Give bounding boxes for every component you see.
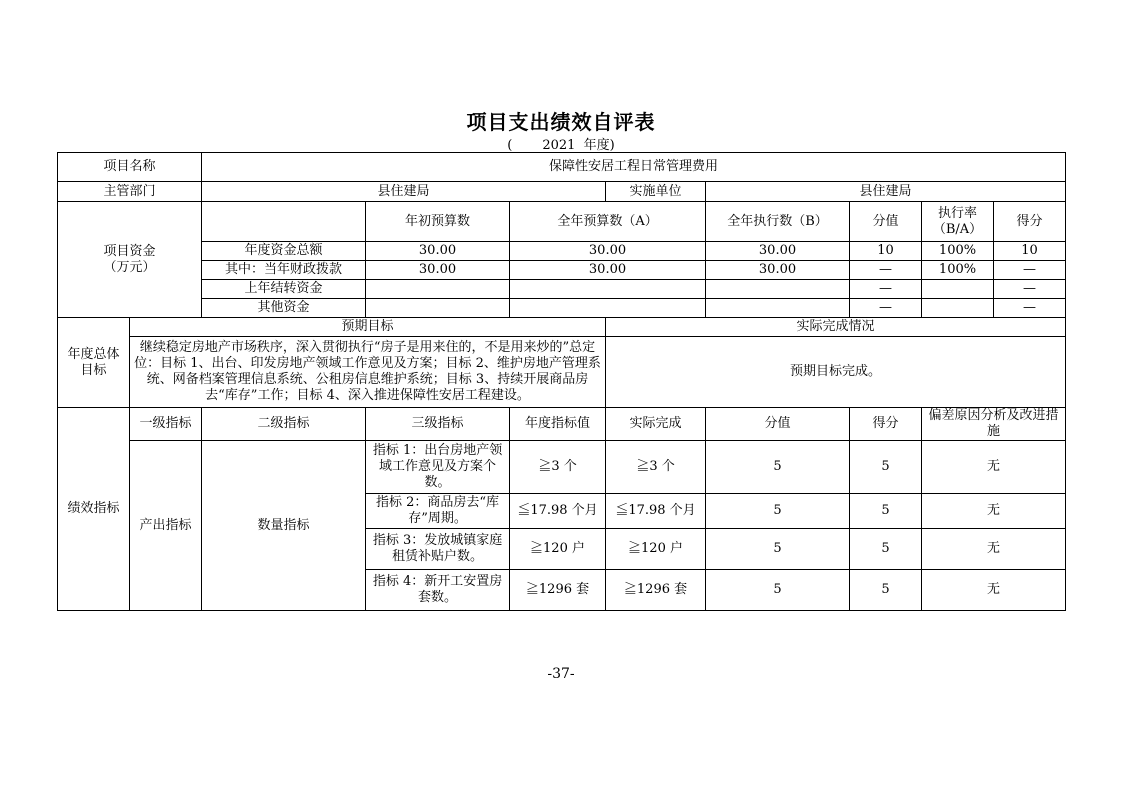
col-ind-score-value: 分值 [706,408,850,441]
funds-score-value: — [850,299,922,318]
funds-label: 项目资金 [103,243,156,259]
year-value: 2021 [542,138,576,153]
funds-score-value: — [850,280,922,299]
indicator-target: ≧3 个 [510,441,606,494]
indicator-score: 5 [850,570,922,611]
self-evaluation-table [57,152,1066,611]
funds-executed: 30.00 [706,242,850,261]
indicator-name: 指标 2：商品房去“库存”周期。 [366,494,510,529]
col-actual: 实际完成 [606,408,706,441]
funds-row-label: 上年结转资金 [202,280,366,299]
goals-content-row [58,337,1066,408]
indicators-section-label: 绩效指标 [58,408,130,611]
actual-completion-text: 预期目标完成。 [606,337,1066,408]
indicator-analysis: 无 [922,570,1066,611]
indicator-score: 5 [850,441,922,494]
exec-rate-line1: 执行率 [938,205,978,221]
project-name-row [58,153,1066,182]
col-ind-score: 得分 [850,408,922,441]
year-open-paren: ( [507,138,513,153]
goals-section-label [58,318,130,408]
indicator-target: ≦17.98 个月 [510,494,606,529]
indicator-actual: ≦17.98 个月 [606,494,706,529]
funds-score-value: — [850,261,922,280]
funds-score: — [994,280,1066,299]
funds-rate [922,280,994,299]
expected-goal-text: 继续稳定房地产市场秩序，深入贯彻执行“房子是用来住的，不是用来炒的”总定位：目标 1、出台、印发房地产领域工作意见及方案；目标 2、维护房地产管理系统、网备档案管理信息系统、公租房信息维护系统；目标 3、持续开展商品房去“库存”工作；目标 4、深入推进保障性安居工程建设。 [130,337,606,408]
indicator-name: 指标 4：新开工安置房套数。 [366,570,510,611]
funds-row [58,299,1066,318]
funds-score: — [994,299,1066,318]
indicator-score-value: 5 [706,494,850,529]
col-level3: 三级指标 [366,408,510,441]
funds-executed: 30.00 [706,261,850,280]
goals-header-row [58,318,1066,337]
funds-section-label [58,202,202,318]
dept-label: 主管部门 [58,182,202,202]
indicator-actual: ≧120 户 [606,529,706,570]
funds-annual: 30.00 [510,261,706,280]
dept-value: 县住建局 [202,182,606,202]
actual-completion-header: 实际完成情况 [606,318,1066,337]
funds-row-label: 年度资金总额 [202,242,366,261]
funds-row [58,242,1066,261]
page-title: 项目支出绩效自评表 [466,110,656,134]
funds-rate: 100% [922,261,994,280]
col-target: 年度指标值 [510,408,606,441]
indicator-row [58,441,1066,494]
funds-row [58,261,1066,280]
indicator-target: ≧1296 套 [510,570,606,611]
exec-rate-line2: （B/A） [932,221,983,237]
funds-row-label: 其中：当年财政拨款 [202,261,366,280]
funds-unit: （万元） [103,259,156,275]
funds-initial [366,280,510,299]
funds-header-blank [202,202,366,242]
unit-value: 县住建局 [706,182,1066,202]
indicator-score-value: 5 [706,529,850,570]
funds-score: — [994,261,1066,280]
funds-rate: 100% [922,242,994,261]
funds-annual: 30.00 [510,242,706,261]
indicator-name: 指标 3：发放城镇家庭租赁补贴户数。 [366,529,510,570]
funds-row-label: 其他资金 [202,299,366,318]
year-line [0,134,1122,153]
indicator-score-value: 5 [706,441,850,494]
col-score-value: 分值 [850,202,922,242]
funds-initial: 30.00 [366,261,510,280]
col-analysis: 偏差原因分析及改进措施 [922,408,1066,441]
level2-value: 数量指标 [202,441,366,611]
funds-header-row [58,202,1066,242]
indicator-score-value: 5 [706,570,850,611]
indicator-analysis: 无 [922,441,1066,494]
goals-label-line1: 年度总体 [67,346,120,362]
col-score: 得分 [994,202,1066,242]
indicators-header-row [58,408,1066,441]
funds-score: 10 [994,242,1066,261]
col-annual-budget: 全年预算数（A） [510,202,706,242]
funds-annual [510,299,706,318]
goals-label-line2: 目标 [80,362,107,378]
funds-executed [706,280,850,299]
expected-goal-header: 预期目标 [130,318,606,337]
year-label: 年度) [583,138,615,153]
unit-label: 实施单位 [606,182,706,202]
funds-rate [922,299,994,318]
project-name-value: 保障性安居工程日常管理费用 [202,153,1066,182]
indicator-actual: ≧1296 套 [606,570,706,611]
indicator-score: 5 [850,529,922,570]
indicator-score: 5 [850,494,922,529]
funds-executed [706,299,850,318]
indicator-analysis: 无 [922,494,1066,529]
project-name-label: 项目名称 [58,153,202,182]
funds-initial [366,299,510,318]
indicator-name: 指标 1：出台房地产领域工作意见及方案个数。 [366,441,510,494]
col-initial-budget: 年初预算数 [366,202,510,242]
col-exec-rate [922,202,994,242]
funds-score-value: 10 [850,242,922,261]
indicator-analysis: 无 [922,529,1066,570]
funds-annual [510,280,706,299]
page-number: -37- [547,666,575,682]
indicator-actual: ≧3 个 [606,441,706,494]
col-executed: 全年执行数（B） [706,202,850,242]
col-level2: 二级指标 [202,408,366,441]
col-level1: 一级指标 [130,408,202,441]
funds-row [58,280,1066,299]
level1-value: 产出指标 [130,441,202,611]
indicator-target: ≧120 户 [510,529,606,570]
department-row [58,182,1066,202]
funds-initial: 30.00 [366,242,510,261]
